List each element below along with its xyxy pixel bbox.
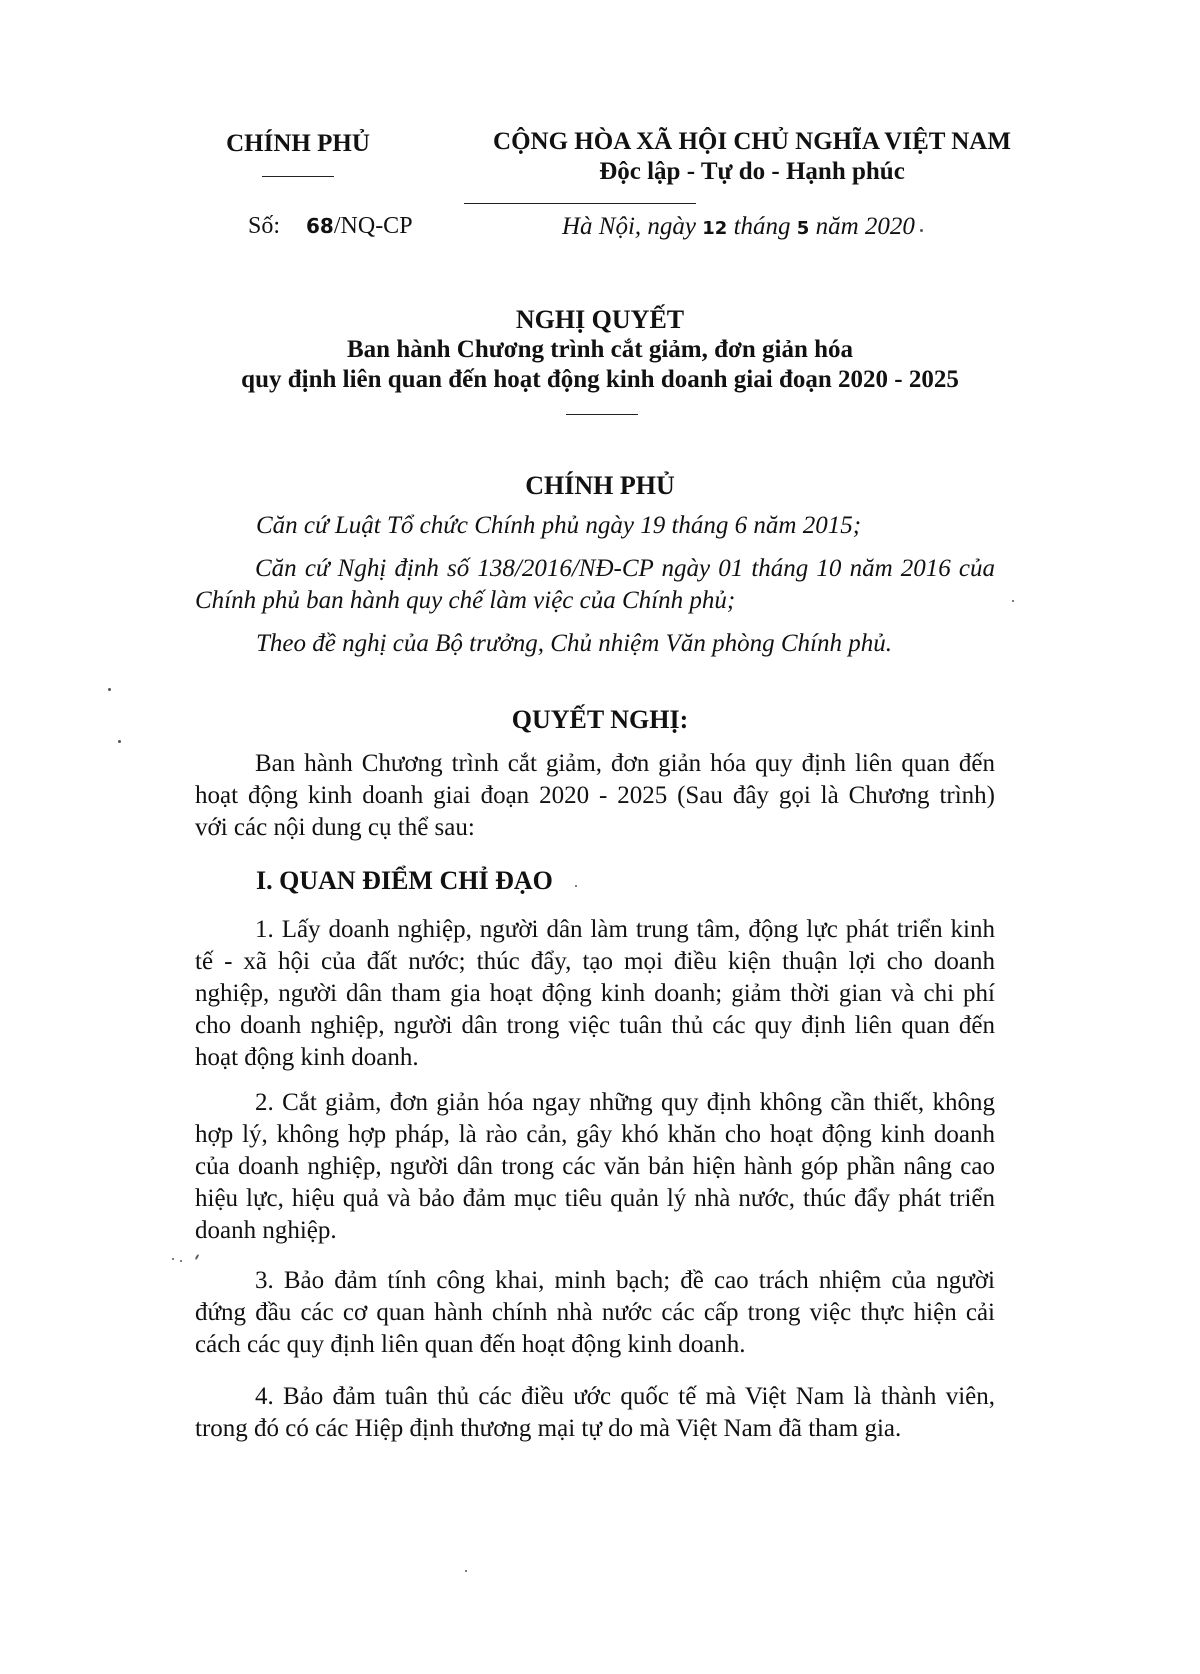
- date-day-handwritten: 12: [702, 218, 728, 239]
- number-value-handwritten: 68: [306, 214, 334, 238]
- scan-speck: [920, 229, 923, 232]
- document-subtitle-line1: Ban hành Chương trình cắt giảm, đơn giản hóa: [346, 336, 854, 363]
- scan-speck: [172, 1258, 174, 1260]
- title-underline: [566, 414, 638, 415]
- scan-speck: [108, 688, 111, 691]
- item-1-line: hoạt động kinh doanh.: [195, 1044, 419, 1071]
- item-3-line: đứng đầu các cơ quan hành chính nhà nước các cấp trong việc thực hiện cải: [195, 1299, 995, 1326]
- document-number: [248, 213, 413, 240]
- number-suffix: /NQ-CP: [333, 213, 413, 239]
- place-and-date: [562, 213, 915, 241]
- item-4-line: 4. Bảo đảm tuân thủ các điều ước quốc tế mà Việt Nam là thành viên,: [255, 1383, 995, 1410]
- legal-basis-2-line1: Căn cứ Nghị định số 138/2016/NĐ-CP ngày 01 tháng 10 năm 2016 của: [255, 555, 995, 582]
- intro-line: hoạt động kinh doanh giai đoạn 2020 - 2025 (Sau đây gọi là Chương trình): [195, 782, 995, 809]
- motto-underline: [464, 203, 696, 204]
- intro-line: với các nội dung cụ thể sau:: [195, 814, 475, 841]
- item-2-line: 2. Cắt giảm, đơn giản hóa ngay những quy định không cần thiết, không: [255, 1089, 995, 1116]
- scan-speck: [465, 1570, 467, 1572]
- scan-speck: [118, 740, 121, 743]
- section-heading: I. QUAN ĐIỂM CHỈ ĐẠO: [256, 866, 553, 895]
- scan-speck: [195, 1254, 200, 1260]
- date-month-label: tháng: [727, 213, 797, 240]
- legal-basis-3: Theo đề nghị của Bộ trưởng, Chủ nhiệm Văn phòng Chính phủ.: [256, 630, 892, 657]
- item-4-line: trong đó có các Hiệp định thương mại tự do mà Việt Nam đã tham gia.: [195, 1415, 902, 1442]
- item-2-line: hiệu lực, hiệu quả và bảo đảm mục tiêu quản lý nhà nước, thúc đẩy phát triển: [195, 1185, 995, 1212]
- document-type: NGHỊ QUYẾT: [515, 305, 685, 334]
- scan-speck: [1012, 600, 1014, 602]
- date-year: năm 2020: [809, 213, 915, 240]
- item-3-line: 3. Bảo đảm tính công khai, minh bạch; đề cao trách nhiệm của người: [255, 1267, 995, 1294]
- legal-basis-1: Căn cứ Luật Tổ chức Chính phủ ngày 19 tháng 6 năm 2015;: [256, 512, 862, 539]
- item-1-line: cho doanh nghiệp, người dân trong việc tuân thủ các quy định liên quan đến: [195, 1012, 995, 1039]
- scan-speck: [575, 885, 577, 887]
- decision-heading: QUYẾT NGHỊ:: [511, 705, 689, 734]
- legal-basis-2-line2: Chính phủ ban hành quy chế làm việc của Chính phủ;: [195, 587, 736, 614]
- agency-underline: [262, 176, 334, 177]
- scan-speck: [180, 1260, 182, 1262]
- item-1-line: 1. Lấy doanh nghiệp, người dân làm trung tâm, động lực phát triển kinh: [255, 916, 995, 943]
- item-1-line: tế - xã hội của đất nước; thúc đẩy, tạo mọi điều kiện thuận lợi cho doanh: [195, 948, 995, 975]
- item-3-line: cách các quy định liên quan đến hoạt động kinh doanh.: [195, 1331, 746, 1358]
- number-prefix: Số:: [248, 213, 281, 239]
- intro-line: Ban hành Chương trình cắt giảm, đơn giản hóa quy định liên quan đến: [255, 750, 995, 777]
- issuer-heading: CHÍNH PHỦ: [525, 471, 675, 500]
- date-place: Hà Nội, ngày: [562, 213, 703, 240]
- item-2-line: doanh nghiệp.: [195, 1217, 337, 1244]
- document-subtitle-line2: quy định liên quan đến hoạt động kinh doanh giai đoạn 2020 - 2025: [241, 366, 959, 393]
- issuing-agency: CHÍNH PHỦ: [226, 130, 370, 157]
- item-2-line: hợp lý, không hợp pháp, là rào cản, gây khó khăn cho hoạt động kinh doanh: [195, 1121, 995, 1148]
- date-month-handwritten: 5: [796, 218, 810, 239]
- item-2-line: của doanh nghiệp, người dân trong các văn bản hiện hành góp phần nâng cao: [195, 1153, 995, 1180]
- national-motto: Độc lập - Tự do - Hạnh phúc: [599, 158, 905, 185]
- item-1-line: nghiệp, người dân tham gia hoạt động kinh doanh; giảm thời gian và chi phí: [195, 980, 995, 1007]
- country-name: CỘNG HÒA XÃ HỘI CHỦ NGHĨA VIỆT NAM: [493, 128, 1011, 155]
